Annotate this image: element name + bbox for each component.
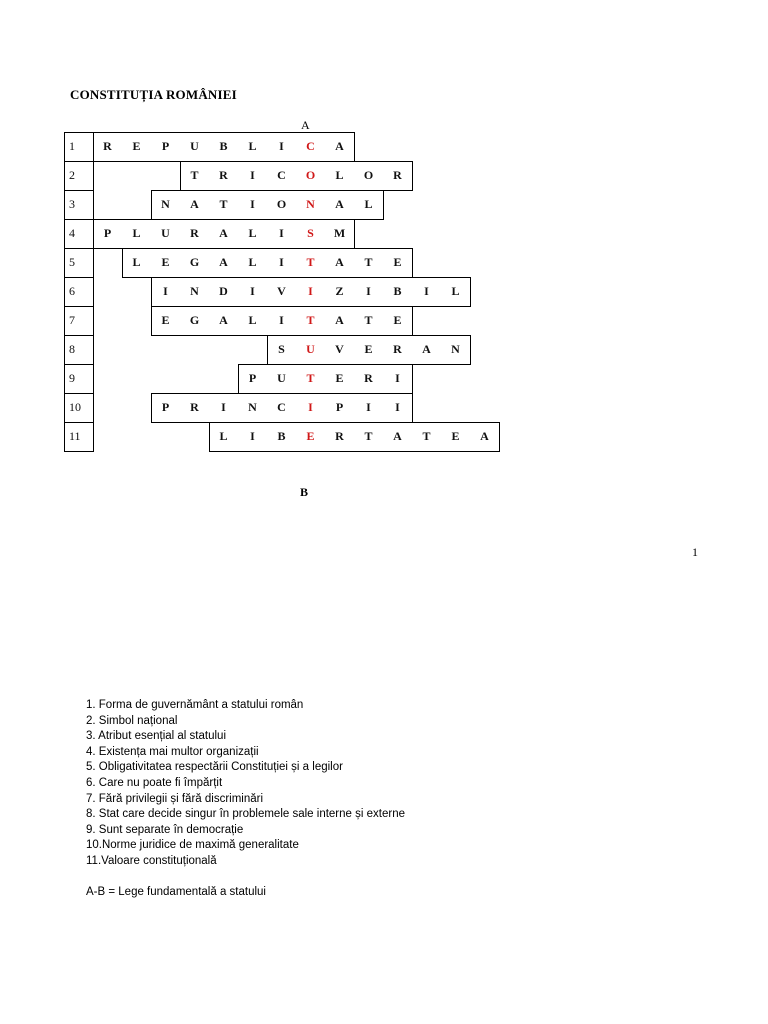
letter-cell: A xyxy=(335,139,344,153)
clue-item: 2. Simbol național xyxy=(86,714,178,727)
letter-cell: V xyxy=(335,342,344,356)
letter-cell: O xyxy=(276,197,287,211)
letter-cell: N xyxy=(451,342,460,356)
letter-cell: A xyxy=(219,226,228,240)
clue-item: 1. Forma de guvernământ a statului român xyxy=(86,699,304,711)
letter-cell: L xyxy=(451,284,460,298)
clue-list xyxy=(86,698,405,870)
grid-line xyxy=(64,161,93,162)
letter-cell: I xyxy=(366,400,371,414)
letter-cell: L xyxy=(248,226,257,240)
row-number: 5 xyxy=(69,255,75,269)
letter-cell: T xyxy=(364,313,373,327)
letter-cell: E xyxy=(393,255,402,269)
letter-cell: N xyxy=(248,400,257,414)
grid-line xyxy=(209,451,500,452)
letter-cell: U xyxy=(277,371,286,385)
row-number: 8 xyxy=(69,342,75,356)
key-letter-cell: E xyxy=(306,429,315,443)
letter-cell: L xyxy=(132,226,141,240)
letter-cell: I xyxy=(395,371,400,385)
grid-line xyxy=(412,306,413,336)
letter-cell: B xyxy=(219,139,228,153)
letter-cell: L xyxy=(335,168,344,182)
letter-cell: T xyxy=(190,168,199,182)
letter-cell: R xyxy=(103,139,112,153)
letter-cell: P xyxy=(103,226,112,240)
key-letter-cell: S xyxy=(307,226,314,240)
letter-cell: A xyxy=(219,255,228,269)
grid-line xyxy=(412,364,413,394)
letter-cell: I xyxy=(395,400,400,414)
key-letter-cell: T xyxy=(306,371,315,385)
letter-cell: R xyxy=(335,429,344,443)
letter-cell: D xyxy=(219,284,228,298)
letter-cell: I xyxy=(250,197,255,211)
letter-cell: A xyxy=(393,429,402,443)
letter-cell: E xyxy=(132,139,141,153)
grid-line xyxy=(64,132,93,133)
grid-line xyxy=(499,422,500,452)
letter-cell: L xyxy=(248,313,257,327)
letter-cell: A xyxy=(335,313,344,327)
letter-cell: O xyxy=(363,168,374,182)
grid-line xyxy=(64,451,93,452)
row-number: 2 xyxy=(69,168,75,182)
letter-cell: R xyxy=(190,226,199,240)
letter-cell: C xyxy=(277,400,286,414)
letter-cell: R xyxy=(393,168,402,182)
letter-cell: L xyxy=(248,139,257,153)
key-letter-cell: O xyxy=(305,168,316,182)
letter-cell: C xyxy=(277,168,286,182)
letter-cell: A xyxy=(480,429,489,443)
letter-cell: L xyxy=(248,255,257,269)
letter-cell: V xyxy=(277,284,286,298)
letter-cell: P xyxy=(161,400,170,414)
letter-cell: P xyxy=(161,139,170,153)
letter-cell: E xyxy=(364,342,373,356)
row-number: 6 xyxy=(69,284,75,298)
letter-cell: G xyxy=(189,313,200,327)
letter-cell: R xyxy=(219,168,228,182)
grid-line xyxy=(64,364,93,365)
letter-cell: N xyxy=(161,197,170,211)
row-number: 3 xyxy=(69,197,75,211)
key-letter-cell: T xyxy=(306,313,315,327)
letter-cell: E xyxy=(161,255,170,269)
clue-item: 6. Care nu poate fi împărțit xyxy=(86,776,223,789)
clue-item: 10.Norme juridice de maximă generalitate xyxy=(86,839,299,852)
grid-line xyxy=(64,335,93,336)
clue-item: 11.Valoare constituțională xyxy=(86,854,217,867)
grid-line xyxy=(383,190,384,220)
grid-line xyxy=(64,190,93,191)
letter-cell: T xyxy=(364,255,373,269)
letter-cell: A xyxy=(335,197,344,211)
key-letter-cell: N xyxy=(306,197,315,211)
letter-cell: T xyxy=(364,429,373,443)
row-number: 9 xyxy=(69,371,75,385)
grid-line xyxy=(412,248,413,278)
grid-line xyxy=(64,277,93,278)
letter-cell: S xyxy=(278,342,285,356)
letter-cell: I xyxy=(279,255,284,269)
clue-item: 4. Existența mai multor organizații xyxy=(86,745,259,758)
grid-line xyxy=(64,219,93,220)
letter-cell: A xyxy=(335,255,344,269)
letter-cell: Z xyxy=(335,284,344,298)
key-letter-cell: C xyxy=(306,139,315,153)
grid-line xyxy=(64,248,93,249)
letter-cell: L xyxy=(364,197,373,211)
letter-cell: E xyxy=(451,429,460,443)
letter-cell: L xyxy=(132,255,141,269)
grid-line xyxy=(64,306,93,307)
letter-cell: I xyxy=(279,139,284,153)
letter-cell: A xyxy=(422,342,431,356)
clue-item: 3. Atribut esențial al statului xyxy=(86,730,226,743)
letter-cell: I xyxy=(250,168,255,182)
key-letter-cell: U xyxy=(306,342,315,356)
letter-cell: I xyxy=(366,284,371,298)
answer-definition: A-B = Lege fundamentală a statului xyxy=(86,886,266,898)
letter-cell: L xyxy=(219,429,228,443)
letter-cell: I xyxy=(250,284,255,298)
letter-cell: A xyxy=(190,197,199,211)
grid-line xyxy=(470,277,471,307)
letter-cell: I xyxy=(279,226,284,240)
letter-cell: R xyxy=(190,400,199,414)
letter-cell: I xyxy=(424,284,429,298)
grid-line xyxy=(412,161,413,191)
key-letter-cell: T xyxy=(306,255,315,269)
label-b: B xyxy=(300,485,309,499)
grid-line xyxy=(93,132,94,452)
letter-cell: B xyxy=(393,284,402,298)
key-letter-cell: I xyxy=(308,284,313,298)
row-number: 1 xyxy=(69,139,75,153)
grid-line xyxy=(64,422,93,423)
grid-line xyxy=(64,393,93,394)
clue-item: 9. Sunt separate în democrație xyxy=(86,823,244,836)
letter-cell: U xyxy=(190,139,199,153)
row-number: 4 xyxy=(69,226,75,240)
grid-line xyxy=(354,132,355,162)
letter-cell: P xyxy=(248,371,257,385)
letter-cell: I xyxy=(250,429,255,443)
letter-cell: E xyxy=(335,371,344,385)
row-number: 10 xyxy=(69,400,81,414)
letter-cell: G xyxy=(189,255,200,269)
letter-cell: T xyxy=(219,197,228,211)
grid-line xyxy=(412,393,413,423)
grid-line xyxy=(354,219,355,249)
letter-cell: I xyxy=(279,313,284,327)
clue-item: 5. Obligativitatea respectării Constituției și a legilor xyxy=(86,761,343,774)
clue-item: 7. Fără privilegii și fără discriminări xyxy=(86,792,264,805)
key-letter-cell: I xyxy=(308,400,313,414)
row-number: 11 xyxy=(69,429,81,443)
letter-cell: P xyxy=(335,400,344,414)
letter-cell: M xyxy=(333,226,346,240)
letter-cell: R xyxy=(393,342,402,356)
grid-line xyxy=(470,335,471,365)
clue-item: 8. Stat care decide singur în problemele sale interne și externe xyxy=(86,808,405,821)
page-number: 1 xyxy=(692,545,698,559)
letter-cell: E xyxy=(393,313,402,327)
page-title: CONSTITUȚIA ROMÂNIEI xyxy=(70,87,237,102)
letter-cell: T xyxy=(422,429,431,443)
letter-cell: E xyxy=(161,313,170,327)
row-number: 7 xyxy=(69,313,75,327)
grid-line xyxy=(64,132,65,452)
letter-cell: B xyxy=(277,429,286,443)
letter-cell: R xyxy=(364,371,373,385)
letter-cell: N xyxy=(190,284,199,298)
label-a: A xyxy=(301,118,310,132)
letter-cell: I xyxy=(163,284,168,298)
letter-cell: A xyxy=(219,313,228,327)
letter-cell: I xyxy=(221,400,226,414)
letter-cell: U xyxy=(161,226,170,240)
